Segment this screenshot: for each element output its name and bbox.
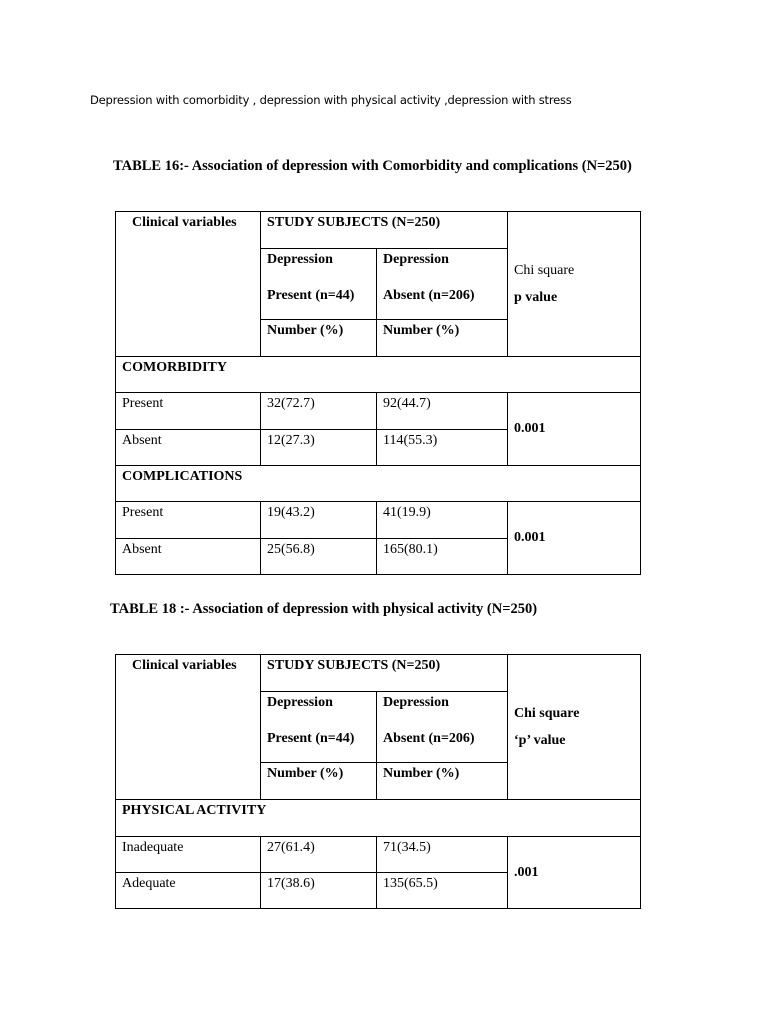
present-value: 32(72.7) <box>261 393 377 430</box>
chi-square-label: Chi square <box>514 263 575 278</box>
study-subjects-header: STUDY SUBJECTS (N=250) <box>261 655 508 692</box>
table-row <box>116 502 641 539</box>
depression-present-line2: Present (n=44) <box>267 288 355 303</box>
depression-present-line2: Present (n=44) <box>267 731 355 746</box>
table-16 <box>115 211 641 575</box>
present-value: 19(43.2) <box>261 502 377 539</box>
depression-present-line1: Depression <box>267 695 333 710</box>
row-label: Absent <box>116 430 261 466</box>
p-value-label: p value <box>514 290 558 305</box>
number-percent-header: Number (%) <box>377 320 508 357</box>
absent-value: 92(44.7) <box>377 393 508 430</box>
absent-value: 71(34.5) <box>377 837 508 873</box>
table-18-caption: TABLE 18 :- Association of depression with physical activity (N=250) <box>110 601 538 617</box>
document-heading: Depression with comorbidity , depression with physical activity ,depression with stress <box>90 93 572 107</box>
clinical-variables-header: Clinical variables <box>116 655 261 800</box>
chi-square-label: Chi square <box>514 706 580 721</box>
depression-absent-line2: Absent (n=206) <box>383 731 475 746</box>
group-title-physical-activity: PHYSICAL ACTIVITY <box>116 800 641 837</box>
p-value-label: ‘p’ value <box>514 733 566 748</box>
depression-absent-line1: Depression <box>383 252 449 267</box>
row-label: Absent <box>116 539 261 575</box>
table-18 <box>115 654 641 909</box>
absent-value: 165(80.1) <box>377 539 508 575</box>
chi-square-header <box>508 655 641 800</box>
row-label: Adequate <box>116 873 261 909</box>
present-value: 17(38.6) <box>261 873 377 909</box>
number-percent-header: Number (%) <box>377 763 508 800</box>
table-row <box>116 837 641 873</box>
depression-present-header <box>261 692 377 763</box>
depression-present-header <box>261 249 377 320</box>
clinical-variables-header: Clinical variables <box>116 212 261 357</box>
table-16-caption: TABLE 16:- Association of depression with Comorbidity and complications (N=250) <box>113 158 632 174</box>
row-label: Present <box>116 502 261 539</box>
study-subjects-header: STUDY SUBJECTS (N=250) <box>261 212 508 249</box>
absent-value: 135(65.5) <box>377 873 508 909</box>
depression-absent-header <box>377 692 508 763</box>
number-percent-header: Number (%) <box>261 320 377 357</box>
depression-absent-header <box>377 249 508 320</box>
number-percent-header: Number (%) <box>261 763 377 800</box>
present-value: 27(61.4) <box>261 837 377 873</box>
p-value: 0.001 <box>508 502 641 575</box>
absent-value: 41(19.9) <box>377 502 508 539</box>
present-value: 25(56.8) <box>261 539 377 575</box>
row-label: Inadequate <box>116 837 261 873</box>
group-title-complications: COMPLICATIONS <box>116 466 641 502</box>
depression-absent-line1: Depression <box>383 695 449 710</box>
group-title-comorbidity: COMORBIDITY <box>116 357 641 393</box>
p-value: 0.001 <box>508 393 641 466</box>
depression-absent-line2: Absent (n=206) <box>383 288 475 303</box>
depression-present-line1: Depression <box>267 252 333 267</box>
row-label: Present <box>116 393 261 430</box>
table-row <box>116 393 641 430</box>
present-value: 12(27.3) <box>261 430 377 466</box>
chi-square-header <box>508 212 641 357</box>
p-value: .001 <box>508 837 641 909</box>
absent-value: 114(55.3) <box>377 430 508 466</box>
